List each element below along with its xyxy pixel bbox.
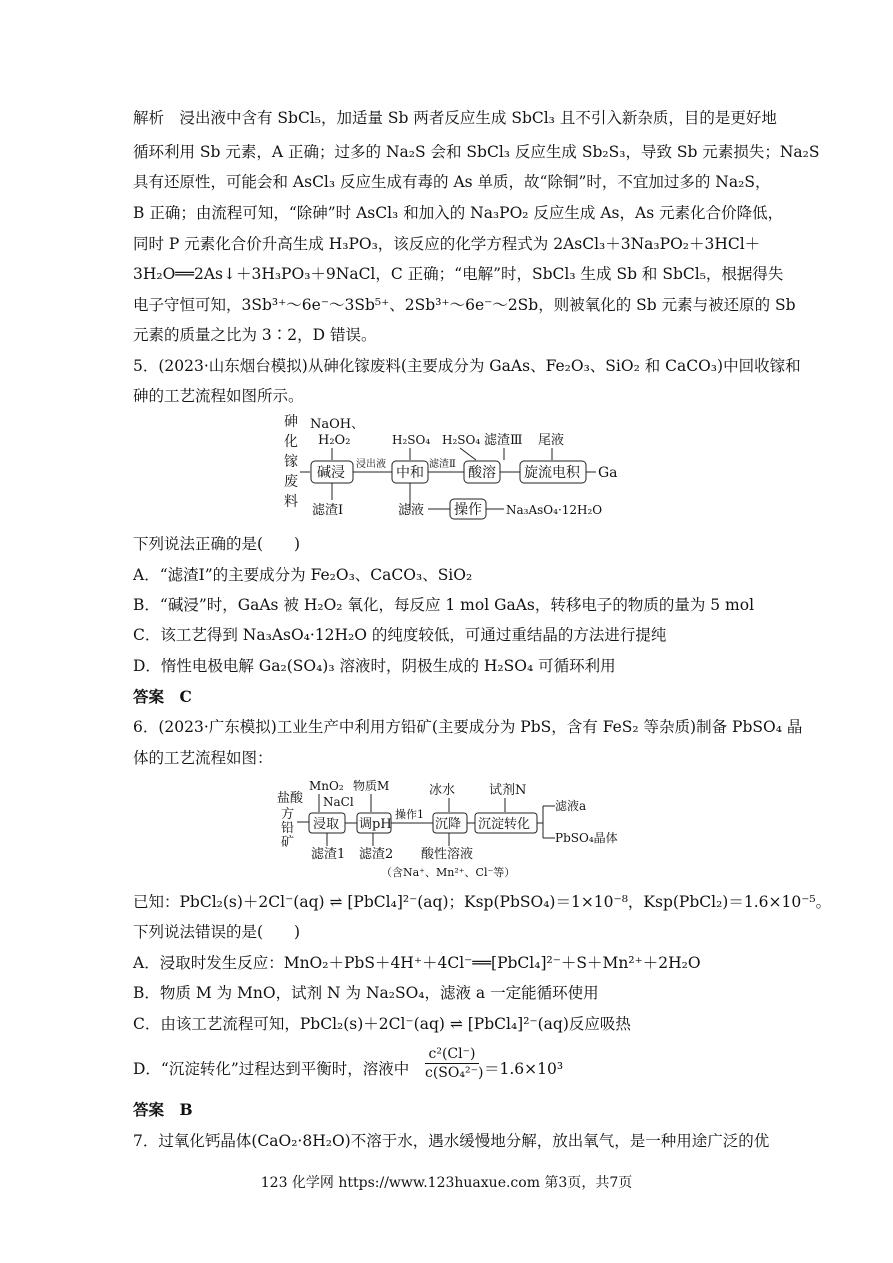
q5-arrow-label-2: 滤渣Ⅱ [429,459,456,470]
q6-pbso4-crystal: PbSO₄晶体 [555,831,618,845]
q6-fraction-numerator: c²(Cl⁻) [428,1046,476,1062]
q5-raw-material-3: 镓 [284,454,298,470]
analysis-line-5: 同时 P 元素化合价升高生成 H₃PO₃，该反应的化学方程式为 2AsCl₃＋3Na₃PO₂＋3HCl＋ [133,235,761,253]
q5-reagent4: 滤渣Ⅲ [484,433,523,448]
q6-option-d: D．“沉淀转化”过程达到平衡时，溶液中 [133,1060,410,1078]
q6-filtrate-a: 滤液a [555,799,587,813]
analysis-line-3: 具有还原性，可能会和 AsCl₃ 反应生成有毒的 As 单质，故“除铜”时，不宜加过多的 Na₂S， [133,173,771,191]
q7-stem: 7．过氧化钙晶体(CaO₂·8H₂O)不溶于水，遇水缓慢地分解，放出氧气，是一种用途广泛的优 [133,1132,770,1150]
q5-option-b: B．“碱浸”时，GaAs 被 H₂O₂ 氧化，每反应 1 mol GaAs，转移电子的物质的量为 5 mol [133,596,755,614]
analysis-line-1: 解析 浸出液中含有 SbCl₅，加适量 Sb 两者反应生成 SbCl₃ 且不引入新杂质，目的是更好地 [133,109,777,127]
q6-mno2: MnO₂ [309,779,344,793]
q6-known: 已知：PbCl₂(s)＋2Cl⁻(aq) ⇌ [PbCl₄]²⁻(aq)；Ksp(PbSO₄)＝1×10⁻⁸，Ksp(PbCl₂)＝1.6×10⁻⁵。 [133,893,832,911]
q5-reagent1b: H₂O₂ [318,433,351,448]
q6-stem-line-1: 6．(2023·广东模拟)工业生产中利用方铅矿(主要成分为 PbS，含有 FeS₂ 等杂质)制备 PbSO₄ 晶 [133,718,803,736]
q5-raw-material-4: 废 [284,474,298,490]
q5-product1: Ga [598,465,618,481]
q5-option-a: A．“滤渣Ⅰ”的主要成分为 Fe₂O₃、CaCO₃、SiO₂ [133,566,473,584]
q5-box-alkali-leach: 碱浸 [317,465,345,481]
q5-box-operation: 操作 [454,502,482,518]
q6-ice-water: 冰水 [429,783,456,798]
q5-prompt: 下列说法正确的是( ) [133,535,301,553]
q5-box-electrowin: 旋流电积 [524,465,580,481]
q5-raw-material: 砷 [284,414,298,430]
page-footer: 123 化学网 https://www.123huaxue.com 第3页，共7页 [260,1175,633,1191]
q6-raw-3: 矿 [281,835,295,850]
q6-fraction-denominator: c(SO₄²⁻) [425,1065,484,1081]
q5-reagent2: H₂SO₄ [392,433,431,447]
q5-reagent3: H₂SO₄ [442,433,481,447]
q6-option-a: A．浸取时发生反应：MnO₂＋PbS＋4H⁺＋4Cl⁻══[PbCl₄]²⁻＋S＋Mn²⁺＋2H₂O [133,954,701,972]
q5-flow-diagram [280,414,620,524]
q6-fraction [425,1046,484,1081]
q6-acidic-solution: 酸性溶液 [421,847,474,862]
q6-raw: 方 [281,807,295,822]
q5-residue1: 滤渣Ⅰ [312,503,344,518]
q5-arrow-label-1: 浸出液 [356,459,386,470]
q6-prompt: 下列说法错误的是( ) [133,923,301,941]
q6-box-leach: 浸取 [313,817,340,832]
analysis-line-4: B 正确；由流程可知，“除砷”时 AsCl₃ 和加入的 Na₃PO₂ 反应生成 As，As 元素化合价降低， [133,204,784,222]
q6-raw-2: 铅 [281,821,295,836]
q5-option-d: D．惰性电极电解 Ga₂(SO₄)₃ 溶液时，阴极生成的 H₂SO₄ 可循环利用 [133,657,616,675]
q5-answer: 答案 C [133,687,192,706]
q6-option-b: B．物质 M 为 MnO，试剂 N 为 Na₂SO₄，滤液 a 一定能循环使用 [133,984,599,1002]
q5-stem-line-1: 5．(2023·山东烟台模拟)从砷化镓废料(主要成分为 GaAs、Fe₂O₃、SiO₂ 和 CaCO₃)中回收镓和 [133,357,801,375]
q6-stem-line-2: 体的工艺流程如图： [133,749,273,767]
q5-product2: Na₃AsO₄·12H₂O [506,503,603,517]
q6-acid: 盐酸 [277,791,304,806]
q5-reagent5: 尾液 [538,433,565,448]
q6-box-adjust-ph: 调pH [359,817,392,832]
q6-op1: 操作1 [395,808,424,821]
q5-box-acid-dissolve: 酸溶 [468,465,496,481]
q5-reagent1: NaOH、 [310,417,365,432]
q6-fraction-bar [425,1063,479,1064]
q6-residue2: 滤渣2 [359,847,394,862]
q5-raw-material-5: 料 [284,494,298,510]
q5-raw-material-2: 化 [284,434,298,450]
analysis-line-2: 循环利用 Sb 元素，A 正确；过多的 Na₂S 会和 SbCl₃ 反应生成 Sb₂S₃，导致 Sb 元素损失；Na₂S [133,143,820,161]
q6-box-precip-convert: 沉淀转化 [478,817,531,832]
q6-box-settle: 沉降 [435,817,462,832]
q5-stem-line-2: 砷的工艺流程如图所示。 [133,387,304,405]
q6-residue1: 滤渣1 [311,847,346,862]
q6-reagent-n: 试剂N [489,783,527,798]
q6-flow-diagram [275,776,635,886]
q5-filtrate: 滤液 [398,503,425,518]
q5-option-c: C．该工艺得到 Na₃AsO₄·12H₂O 的纯度较低，可通过重结晶的方法进行提纯 [133,626,667,644]
q6-fraction-value: ＝1.6×10³ [484,1060,564,1078]
q5-box-neutralize: 中和 [396,465,424,481]
analysis-line-7: 电子守恒可知，3Sb³⁺～6e⁻～3Sb⁵⁺、2Sb³⁺～6e⁻～2Sb，则被氧化的 Sb 元素与被还原的 Sb [133,296,796,314]
q6-answer: 答案 B [133,1100,193,1119]
q6-material-m: 物质M [353,779,390,793]
analysis-line-6: 3H₂O══2As↓＋3H₃PO₃＋9NaCl，C 正确；“电解”时，SbCl₃ 生成 Sb 和 SbCl₅，根据得失 [133,265,784,283]
analysis-line-8: 元素的质量之比为 3∶2，D 错误。 [133,326,377,344]
q6-nacl: NaCl [323,795,354,809]
q6-option-c: C．由该工艺流程可知，PbCl₂(s)＋2Cl⁻(aq) ⇌ [PbCl₄]²⁻(aq)反应吸热 [133,1015,631,1033]
q6-ions: （含Na⁺、Mn²⁺、Cl⁻等） [381,866,516,879]
